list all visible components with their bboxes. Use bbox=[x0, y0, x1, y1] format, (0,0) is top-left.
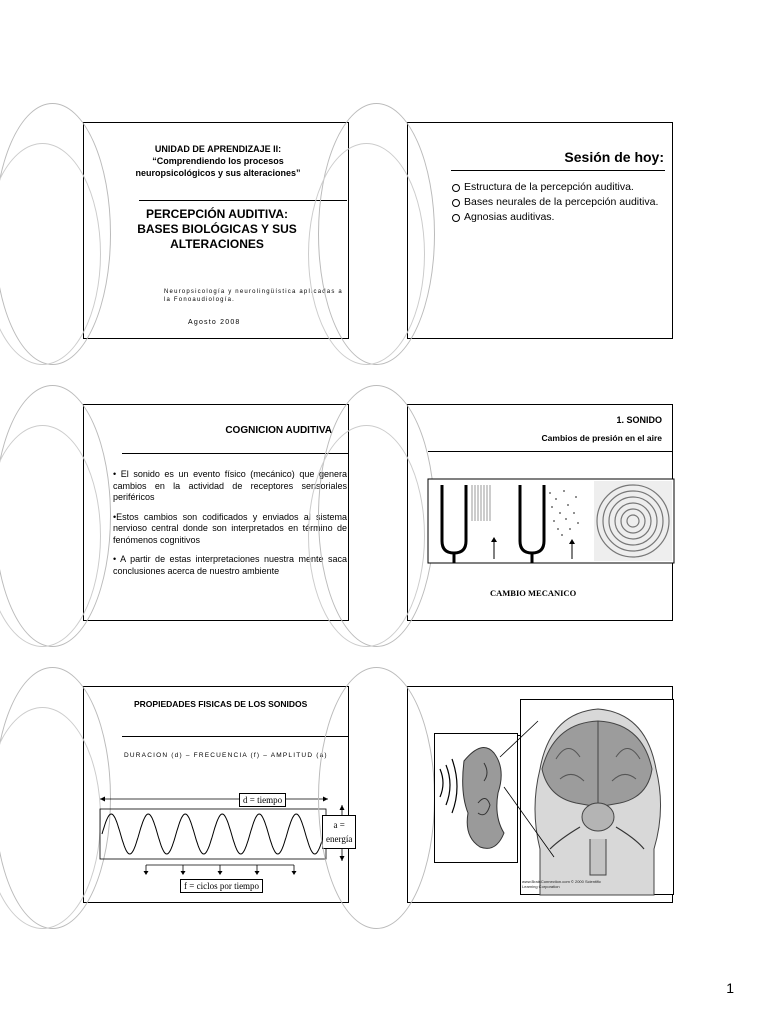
decorative-arc bbox=[318, 667, 435, 929]
slide-sonido bbox=[407, 404, 673, 621]
paragraph: • El sonido es un evento físico (mecánico) que genera cambios en la actividad de receptores sensoriales periféricos bbox=[113, 469, 347, 502]
divider bbox=[122, 453, 348, 454]
list-item: Bases neurales de la percepción auditiva. bbox=[452, 196, 664, 209]
sonido-heading: 1. SONIDO bbox=[616, 415, 662, 425]
page-number: 1 bbox=[726, 980, 734, 996]
divider bbox=[428, 451, 672, 452]
paragraph: •Estos cambios son codificados y enviados al sistema nervioso central donde son interpretados en término de fenómenos cognitivos bbox=[113, 511, 347, 545]
divider bbox=[122, 736, 348, 737]
list-item: Agnosias auditivas. bbox=[452, 211, 664, 224]
bullet-icon bbox=[452, 184, 460, 192]
paragraph: • A partir de estas interpretaciones nuestra mente saca conclusiones acerca de nuestro ambiente bbox=[113, 554, 347, 576]
amplitude-label: a = energía bbox=[322, 815, 356, 849]
session-list bbox=[452, 181, 664, 224]
decorative-arc bbox=[308, 425, 425, 647]
bullet-icon bbox=[452, 199, 460, 207]
bullet-icon bbox=[452, 214, 460, 222]
cambio-mecanico-caption: CAMBIO MECANICO bbox=[490, 588, 577, 598]
cognicion-title: COGNICION AUDITIVA bbox=[225, 425, 332, 436]
unit-heading: UNIDAD DE APRENDIZAJE II: “Comprendiendo los procesos neuropsicológicos y sus alteraciones” bbox=[135, 144, 301, 178]
duration-label: d = tiempo bbox=[239, 793, 286, 807]
connector-lines bbox=[498, 717, 558, 867]
course-name: Neuropsicología y neurolingüística aplicadas a la Fonoaudiología. bbox=[164, 289, 343, 303]
slide-propiedades bbox=[83, 686, 353, 903]
sonido-subheading: Cambios de presión en el aire bbox=[541, 433, 662, 443]
slide-brain bbox=[407, 686, 673, 903]
tuning-fork-illustration bbox=[428, 479, 674, 563]
propiedades-title: PROPIEDADES FISICAS DE LOS SONIDOS bbox=[134, 699, 308, 709]
slide-session bbox=[407, 122, 673, 339]
slide-title-text: PERCEPCIÓN AUDITIVA: BASES BIOLÓGICAS Y SUS ALTERACIONES bbox=[137, 207, 297, 251]
image-credit: www.BrainConnection.com © 2000 Scientific Learning Corporation bbox=[522, 879, 601, 889]
properties-line: DURACION (d) – FRECUENCIA (f) – AMPLITUD (a) bbox=[124, 752, 328, 759]
list-item: Estructura de la percepción auditiva. bbox=[452, 181, 664, 194]
session-title: Sesión de hoy: bbox=[564, 149, 664, 165]
decorative-arc bbox=[308, 143, 425, 365]
divider bbox=[451, 170, 665, 171]
frequency-label: f = ciclos por tiempo bbox=[180, 879, 263, 893]
date: Agosto 2008 bbox=[188, 319, 241, 326]
